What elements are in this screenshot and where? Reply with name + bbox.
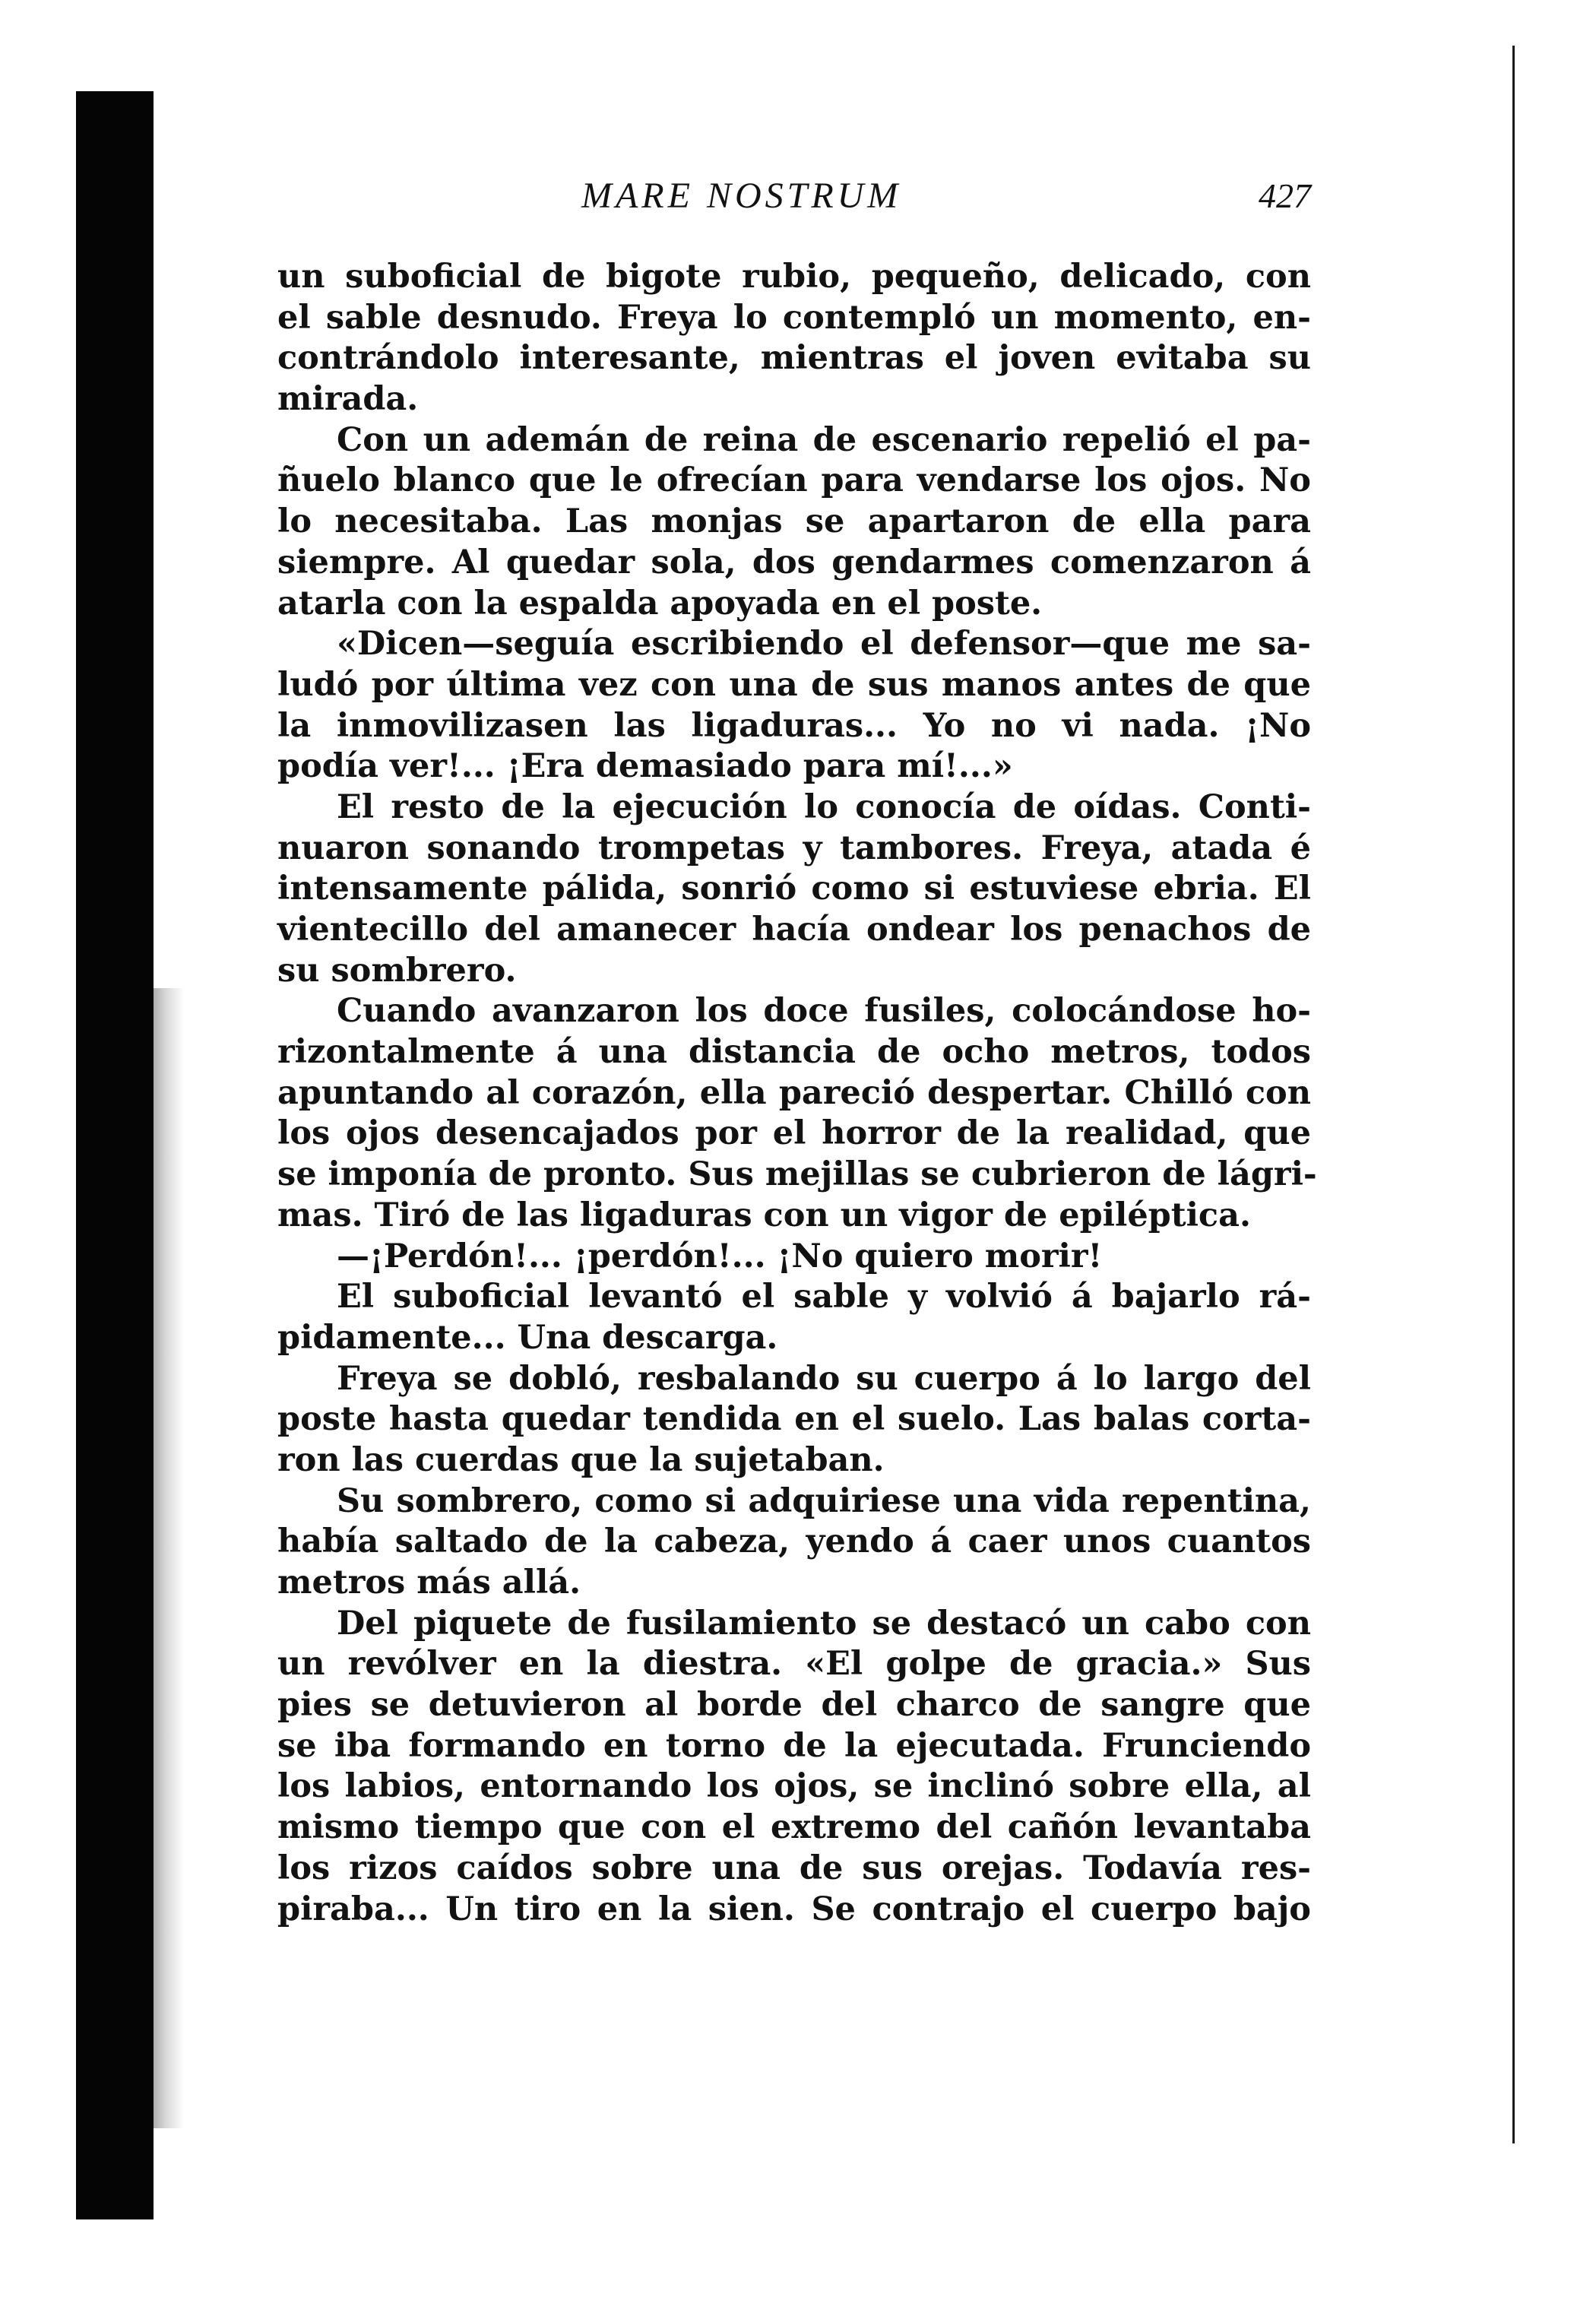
binding-speckle: [154, 988, 184, 2128]
text-line: rizontalmente á una distancia de ocho metros, todos: [277, 1033, 1311, 1072]
text-line: se imponía de pronto. Sus mejillas se cubrieron de lágri-: [277, 1155, 1317, 1194]
running-title: MARE NOSTRUM: [581, 176, 902, 216]
text-line: lo necesitaba. Las monjas se apartaron de ella para: [277, 502, 1311, 541]
text-line: vientecillo del amanecer hacía ondear los penachos de: [277, 911, 1311, 949]
text-line: los ojos desencajados por el horror de la realidad, que: [277, 1114, 1311, 1153]
text-line: ron las cuerdas que la sujetaban.: [277, 1440, 885, 1479]
text-line: contrándolo interesante, mientras el joven evitaba su: [277, 339, 1311, 378]
text-line: pidamente... Una descarga.: [277, 1318, 778, 1357]
text-line: podía ver!... ¡Era demasiado para mí!...»: [277, 747, 1013, 786]
text-line: Freya se dobló, resbalando su cuerpo á lo largo del: [337, 1359, 1311, 1398]
text-line: El suboficial levantó el sable y volvió á bajarlo rá-: [337, 1278, 1311, 1316]
text-line: mismo tiempo que con el extremo del cañón levantaba: [277, 1808, 1311, 1847]
text-line: intensamente pálida, sonrió como si estuviese ebria. El: [277, 870, 1311, 908]
text-line: «Dicen—seguía escribiendo el defensor—que me sa-: [337, 625, 1311, 664]
text-line: el sable desnudo. Freya lo contempló un momento, en-: [277, 298, 1311, 337]
text-line: un revólver en la diestra. «El golpe de gracia.» Sus: [277, 1645, 1311, 1684]
text-line: los labios, entornando los ojos, se inclinó sobre ella, al: [277, 1767, 1311, 1806]
text-line: —¡Perdón!... ¡perdón!... ¡No quiero morir!: [337, 1237, 1103, 1275]
text-line: mas. Tiró de las ligaduras con un vigor de epiléptica.: [277, 1196, 1251, 1234]
text-line: Del piquete de fusilamiento se destacó un cabo con: [337, 1604, 1311, 1643]
text-line: su sombrero.: [277, 951, 517, 990]
text-line: Con un ademán de reina de escenario repelió el pa-: [337, 420, 1311, 459]
text-line: metros más allá.: [277, 1564, 581, 1602]
text-line: poste hasta quedar tendida en el suelo. Las balas corta-: [277, 1400, 1311, 1439]
text-line: El resto de la ejecución lo conocía de oídas. Conti-: [337, 787, 1311, 826]
text-line: un suboficial de bigote rubio, pequeño, delicado, con: [277, 258, 1311, 296]
running-head: [277, 173, 1311, 219]
text-line: Su sombrero, como si adquiriese una vida repentina,: [337, 1481, 1311, 1520]
text-line: ñuelo blanco que le ofrecían para vendarse los ojos. No: [277, 461, 1311, 500]
text-line: nuaron sonando trompetas y tambores. Freya, atada é: [277, 829, 1311, 867]
text-line: se iba formando en torno de la ejecutada. Frunciendo: [277, 1726, 1311, 1765]
text-line: la inmovilizasen las ligaduras... Yo no vi nada. ¡No: [277, 706, 1311, 745]
text-line: apuntando al corazón, ella pareció despertar. Chilló con: [277, 1073, 1311, 1112]
text-line: siempre. Al quedar sola, dos gendarmes comenzaron á: [277, 543, 1311, 581]
page-edge-line: [1512, 46, 1515, 2143]
body-text: [277, 257, 1317, 1930]
text-line: atarla con la espalda apoyada en el poste.: [277, 584, 1043, 623]
text-line: Cuando avanzaron los doce fusiles, colocándose ho-: [337, 992, 1311, 1031]
text-line: los rizos caídos sobre una de sus orejas. Todavía res-: [277, 1849, 1311, 1887]
text-line: mirada.: [277, 380, 419, 419]
page-number: 427: [1259, 176, 1311, 215]
text-line: pies se detuvieron al borde del charco de sangre que: [277, 1686, 1311, 1725]
binding-shadow: [76, 91, 154, 2219]
text-line: ludó por última vez con una de sus manos antes de que: [277, 665, 1311, 704]
text-line: piraba... Un tiro en la sien. Se contrajo el cuerpo bajo: [277, 1890, 1311, 1928]
text-line: había saltado de la cabeza, yendo á caer unos cuantos: [277, 1522, 1311, 1561]
